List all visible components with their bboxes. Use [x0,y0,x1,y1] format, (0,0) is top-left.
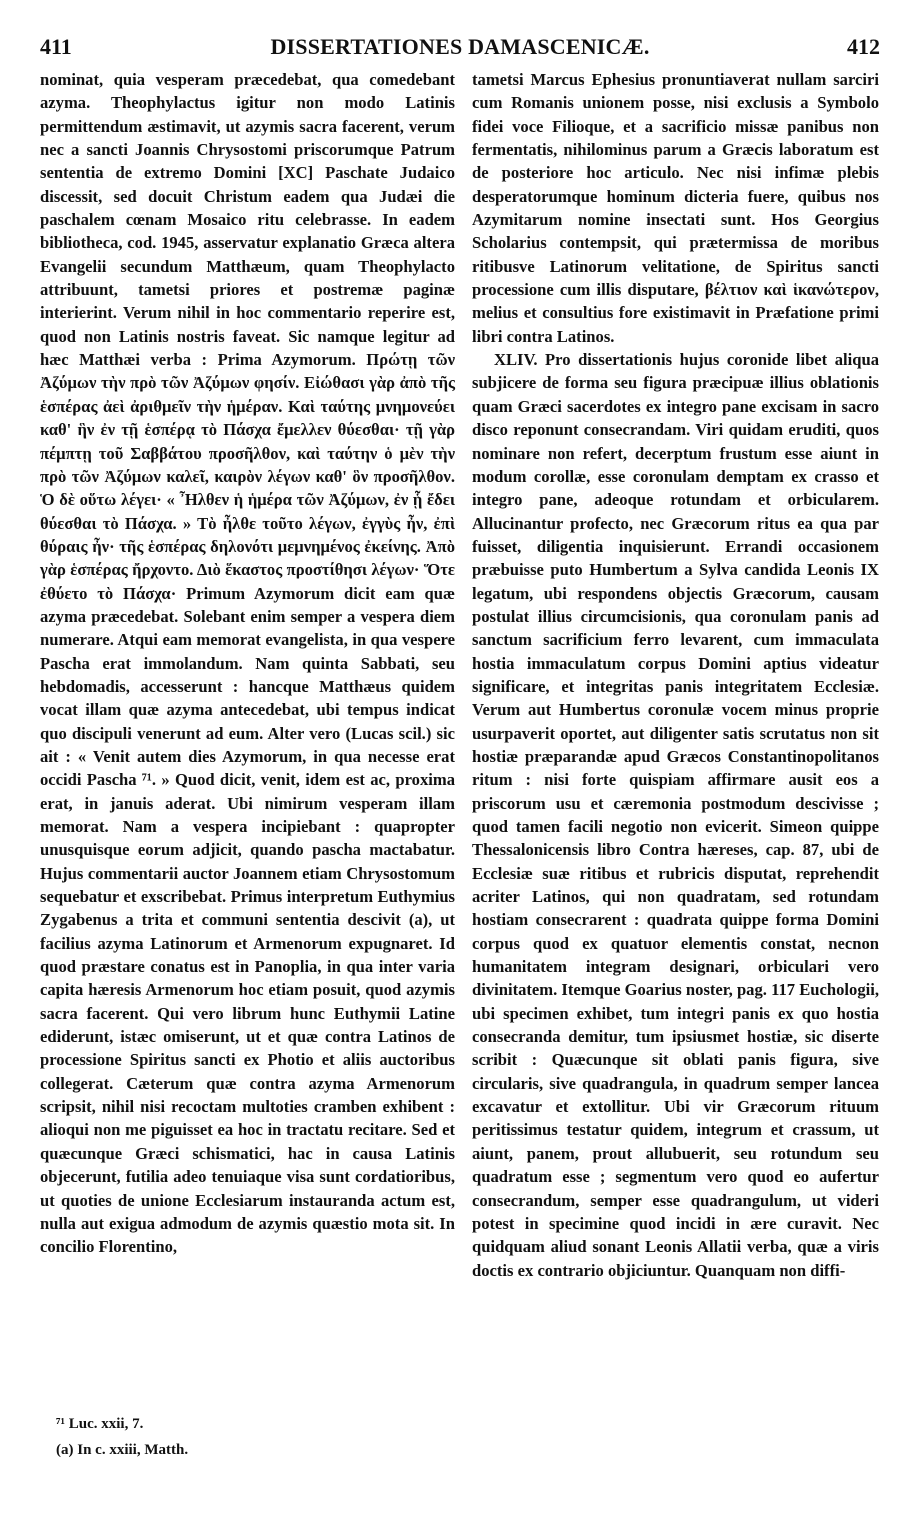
right-paragraph-2: XLIV. Pro dissertationis hujus coronide libet aliqua subjicere de forma seu figura præcipuæ illius oblationis quam Græci sacerdotes ex integro pane excisam in sacro disco reponunt consecrandam. Viri quidam eruditi, quos nominare non refert, decerptum frustum esse aiunt in modum corollæ, esse coronulam demptam ex crasso et integro pane, adeoque rotundam et orbicularem. Allucinantur profecto, nec Græcorum ritus ea qua par fuisset, diligentia inquisierunt. Errandi occasionem præbuisse puto Humbertum a Sylva candida Leonis IX legatum, ubi respondens objectis Græcorum, causam postulat illius circumcisionis, qua coronulam panis ad sanctum sacrificium ferro levarent, cum immaculata hostia immaculatum corpus Domini aptius videatur significare, et integritas panis integritatem Ecclesiæ. Verum aut Humbertus coronulæ vocem minus proprie usurpaverit oportet, aut diligenter satis scrutatus non sit hostiæ præparandæ apud Græcos Constantinopolitanos ritum : nisi forte quispiam affirmare ausit eos a priscorum usu et cæremonia postmodum descivisse ; quod tamen facili negotio non evicerit. Simeon quippe Thessalonicensis libro Contra hæreses, cap. 87, ubi de Ecclesiæ suæ ritibus et rubricis disputat, reprehendit acriter Latinos, qui non quadratam, sed rotundam hostiam consecrarent : quadrata quippe forma Domini corpus quod ex quatuor elementis constat, necnon humanitatem integram designari, orbiculari vero divinitatem. Itemque Goarius noster, pag. 117 Euchologii, ubi specimen exhibet, tum integri panis ex quo hostia consecranda demitur, tum ipsiusmet hostiæ, sic diserte scribit : Quæcunque sit oblati panis figura, sive circularis, sive quadrangula, in quadrum semper lancea excavatur et extollitur. Ubi vir Græcorum rituum peritissimus testatur quidem, integrum et crassum, ut aiunt, panem, prout allubuerit, seu rotundum seu quadratum esse ; segmentum vero quod eo aufertur consecrandum, semper esse quadrangulum, ut videri potest in specimine quod incidi in ære curavit. Nec quidquam aliud sonant Leonis Allatii verba, quæ a viris doctis ex contrario objiciuntur. Quanquam non diffi- [472,350,879,1280]
page-number-left: 411 [40,34,72,59]
running-title: DISSERTATIONES DAMASCENICÆ. [270,34,650,59]
footnote-71: ⁷¹ Luc. xxii, 7. [56,1416,144,1432]
left-column [40,68,455,1259]
left-paragraph: nominat, quia vesperam præcedebat, qua comedebant azyma. Theophylactus igitur non modo Latinis permittendum æstimavit, ut azymis sacra facerent, verum nec a sancti Joannis Chrysostomi priscorumque Patrum sententia de extremo Domini [XC] Paschate Judaico discessit, sed docuit Christum eadem qua Judæi die paschalem cœnam Mosaico ritu celebrasse. In eadem bibliotheca, cod. 1945, asservatur explanatio Græca altera Evangelii secundum Matthæum, quam Theophylacto attribuunt, tametsi priores et postremæ paginæ interierint. Verum nihil in hoc commentario reperire est, quod non Latinis nostris faveat. Sic namque legitur ad hæc Matthæi verba : Prima Azymorum. Πρώτῃ τῶν Ἀζύμων τὴν πρὸ τῶν Ἀζύμων φησίν. Εἰώθασι γὰρ ἀπὸ τῆς ἑσπέρας ἀεὶ ἀριθμεῖν τὴν ἡμέραν. Καὶ ταύτης μνημονεύει καθ' ἣν ἐν τῇ ἑσπέρᾳ τὸ Πάσχα ἔμελλεν θύεσθαι· τῇ γὰρ πέμπτῃ τοῦ Σαββάτου προσῆλθον, καὶ ταύτην ὁ μὲν τὴν πρὸ τῶν Ἀζύμων καλεῖ, καιρὸν λέγων καθ' ὃν προσῆλθον. Ὁ δὲ οὕτω λέγει· « Ἦλθεν ἡ ἡμέρα τῶν Ἀζύμων, ἐν ᾗ ἔδει θύεσθαι τὸ Πάσχα. » Τὸ ἦλθε τοῦτο λέγων, ἐγγὺς ἦν, ἐπὶ θύραις ἦν· τῆς ἑσπέρας δηλονότι μεμνημένος ἐκείνης. Ἀπὸ γὰρ ἑσπέρας ἤρχοντο. Διὸ ἕκαστος προστίθησι λέγων· Ὅτε ἐθύετο τὸ Πάσχα· Primum Azymorum dicit eam quæ azyma præcedebat. Solebant enim semper a vespera diem numerare. Atqui eam memorat evangelista, in qua vespere Pascha erat immolandum. Nam quinta Sabbati, seu hebdomadis, accesserunt : hancque Matthæus quidem vocat illam quæ azyma antecedebat, ubi tempus indicat quo discipuli venerunt ad eum. Alter vero (Lucas scil.) sic ait : « Venit autem dies Azymorum, in qua necesse erat occidi Pascha ⁷¹. » Quod dicit, venit, idem est ac, proxima erat, in januis aderat. Ubi nimirum vesperam illam memorat. Nam a vespera incipiebant : quapropter unusquisque eorum adjicit, quando pascha mactabatur. Hujus commentarii auctor Joannem etiam Chrysostomum sequebatur et exscribebat. Primus interpretum Euthymius Zygabenus a trita et communi sententia descivit (a), ut facilius azyma Latinorum et Armenorum expugnaret. Id quod præstare conatus est in Panoplia, in qua inter varia capita hæresis Armenorum hoc etiam posuit, quod azymis sacra facerent. Qui vero librum hunc Euthymii Latine ediderunt, istæc omiserunt, ut et quæ contra Latinos de processione Spiritus sancti ex Photio et aliis auctoribus collegerat. Cæterum quæ contra azyma Armenorum scripsit, nihil nisi recoctam multoties cramben exhibent : alioqui non me piguisset ea hoc in tractatu recitare. Sed et quæcunque Græci schismatici, hac in causa Latinis objecerunt, futilia adeo tenuiaque visa sunt cordatioribus, ut quoties de unione Ecclesiarum instauranda actum est, nulla aut exigua admodum de azymis quæstio mota sit. In concilio Florentino, [40,70,455,1257]
right-column [472,68,879,1282]
page-number-right: 412 [847,34,880,59]
footnotes [46,1411,446,1463]
running-header [40,34,880,62]
right-paragraph-1: tametsi Marcus Ephesius pronuntiaverat nullam sarciri cum Romanis unionem posse, nisi exclusis a Symbolo fidei voce Filioque, et a sacrificio missæ panibus non fermentatis, nihilominus parum a Græcis laboratum est de posteriore hoc articulo. Nec nisi infimæ plebis desperatorumque hominum dicteria fuere, quibus nos Azymitarum nomine insectati sunt. Hos Georgius Scholarius contempsit, qui prætermissa de moribus ritibusve Latinorum velitatione, de Spiritus sancti processione cum illis disputare, βέλτιον καὶ ἱκανώτερον, melius et consultius fore existimavit in Præfatione primi libri contra Latinos. [472,70,879,346]
footnote-a: (a) In c. xxiii, Matth. [56,1442,189,1458]
